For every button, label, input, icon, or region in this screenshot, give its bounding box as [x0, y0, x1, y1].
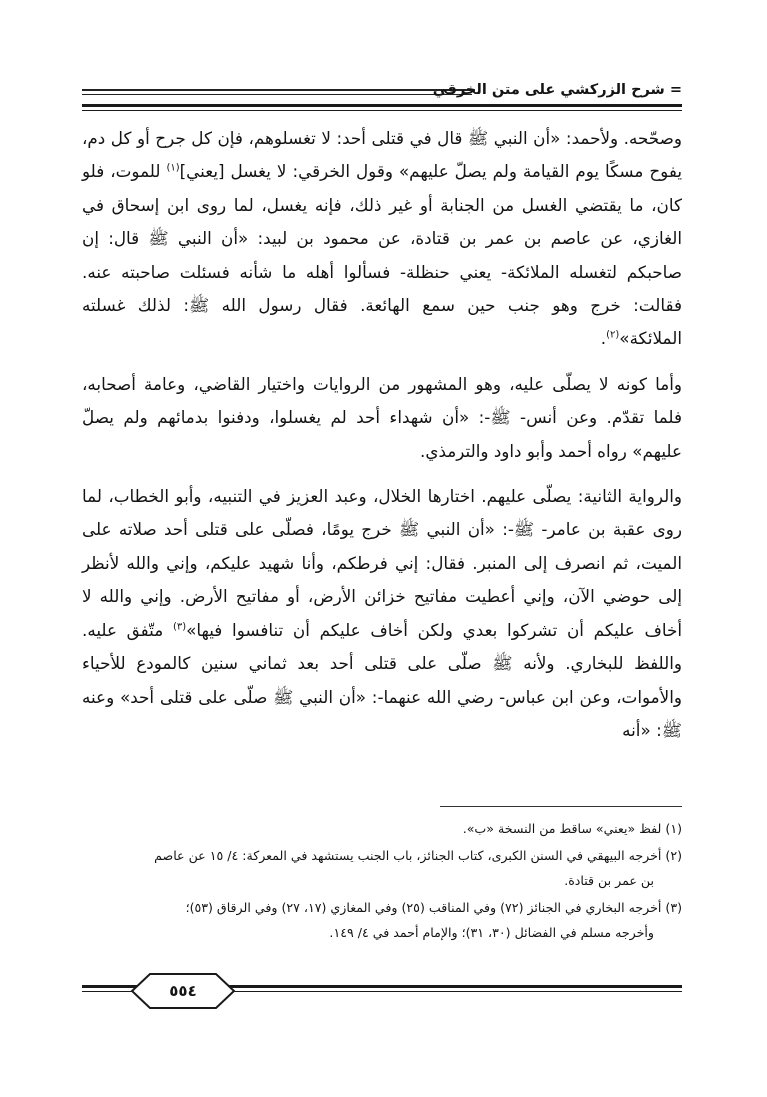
paragraph-text: وأما كونه لا يصلّى عليه، وهو المشهور من الروايات واختيار القاضي، وعامة أصحابه، فلما تقدّم. وعن أنس- ﷺ-: «أن شهداء أحد لم يغسلوا، ودفنوا بدمائهم ولم يصلّ عليهم» رواه أحمد وأبو داود والترمذي.	[82, 373, 682, 461]
page-number: ٥٥٤	[169, 982, 197, 1000]
footnote-text: أخرجه البيهقي في السنن الكبرى، كتاب الجنائز، باب الجنب يستشهد في المعركة: ٤/ ١٥ عن عاصم	[154, 847, 662, 863]
paragraph-text: متّفق عليه. واللفظ للبخاري. ولأنه ﷺ صلّى على قتلى أحد بعد ثماني سنين كالمودع للأحياء والأموات، وعن ابن عباس- رضي الله عنهما-: «أن النبي ﷺ صلّى على قتلى أحد» وعنه ﷺ: «أنه	[82, 619, 682, 740]
footnote-number: (١)	[665, 821, 682, 836]
paragraph-text: .	[600, 328, 607, 349]
footnote-ref[interactable]: (٢)	[606, 329, 620, 341]
footnote-number: (٣)	[665, 899, 682, 915]
page-number-ornament	[128, 970, 238, 1012]
header-rule	[82, 89, 472, 91]
paragraph-text: وصحّحه. ولأحمد: «أن النبي ﷺ قال في قتلى أحد: لا تغسلوهم، فإن كل جرح أو كل دم، يفوح مسكًا يوم القيامة ولم يصلّ عليهم» وقول الخرقي: لا يغسل [يعني]	[82, 128, 682, 182]
footnote-number: (٢)	[665, 847, 682, 863]
footnote-separator	[440, 806, 682, 807]
main-text	[82, 122, 682, 759]
footnotes	[82, 816, 682, 947]
paragraph	[82, 122, 682, 356]
header-rule	[82, 94, 472, 95]
footnote-item	[82, 895, 682, 946]
footnote-ref[interactable]: (١)	[166, 162, 180, 174]
paragraph	[82, 368, 682, 468]
paragraph-text: للموت، فلو كان، ما يقتضي الغسل من الجنابة أو غير ذلك، فإنه يغسل، لما روى ابن إسحاق في الغازي، عن عاصم بن عمر بن قتادة، عن محمود بن لبيد: «أن النبي ﷺ قال: إن صاحبكم لتغسله الملائكة- يعني حنظلة- فسألوا أهله ما شأنه فسئلت صاحبته عنه. فقالت: خرج وهو جنب حين سمع الهائعة. فقال رسول الله ﷺ: لذلك غسلته الملائكة»	[82, 161, 682, 349]
footnote-item	[82, 816, 682, 842]
paragraph-text: والرواية الثانية: يصلّى عليهم. اختارها الخلال، وعبد العزيز في التنبيه، وأبو الخطاب، لما روى عقبة بن عامر- ﷺ-: «أن النبي ﷺ خرج يومًا، فصلّى على قتلى أحد صلاته على الميت، ثم انصرف إلى المنبر. فقال: إني فرطكم، وأنا شهيد عليكم، وإني والله لأنظر إلى حوضي الآن، وإني أعطيت مفاتيح خزائن الأرض، أو مفاتيح الأرض. وإني والله لا أخاف عليكم أن تشركوا بعدي ولكن أخاف عليكم أن تنافسوا فيها»	[82, 486, 683, 640]
footnote-text: لفظ «يعني» ساقط من النسخة «ب».	[462, 821, 662, 836]
page-header	[82, 78, 682, 118]
header-double-rule	[82, 104, 682, 107]
header-double-rule	[82, 110, 682, 111]
footnote-text-continued: وأخرجه مسلم في الفضائل (٣٠، ٣١)؛ والإمام أحمد في ٤/ ١٤٩.	[329, 925, 654, 940]
footnote-item	[82, 843, 682, 894]
footnote-text-continued: بن عمر بن قتادة.	[564, 873, 654, 888]
running-title: = شرح الزركشي على متن الخرقي	[432, 82, 682, 98]
footnote-ref[interactable]: (٣)	[172, 621, 187, 633]
paragraph	[82, 480, 682, 747]
footnote-text: أخرجه البخاري في الجنائز (٧٢) وفي المناقب (٢٥) وفي المغازي (١٧، ٢٧) وفي الرقاق (٥٣)؛	[185, 899, 662, 915]
